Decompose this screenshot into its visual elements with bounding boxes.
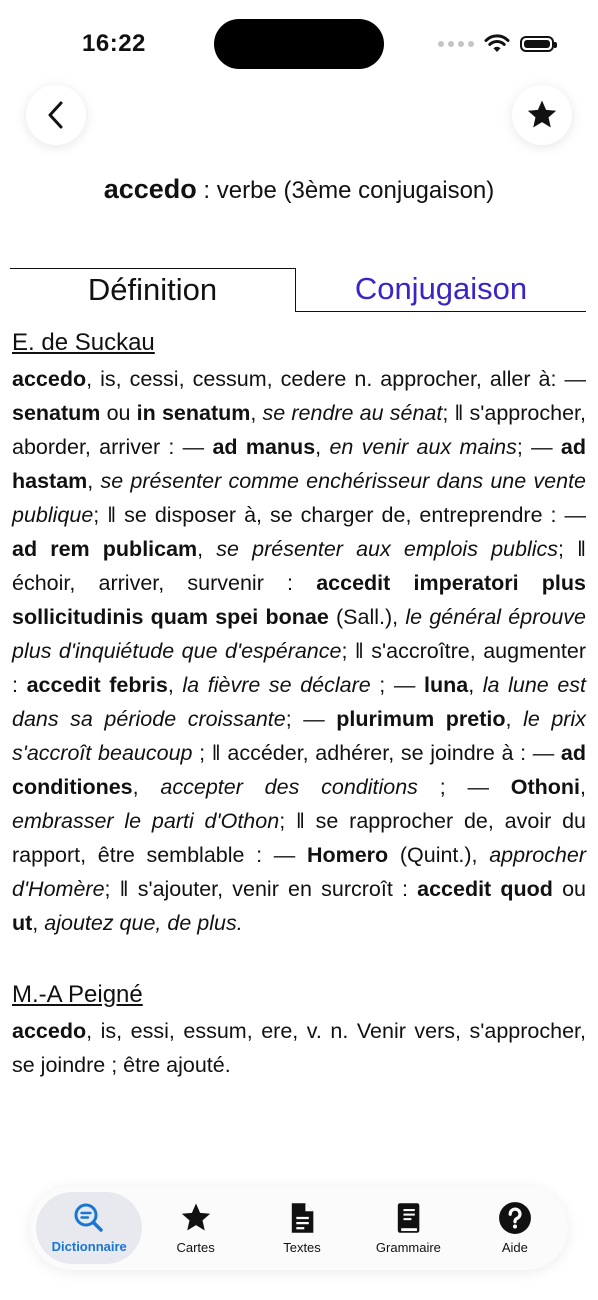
latin-term: accedit quod xyxy=(417,877,553,901)
definition-run: ou xyxy=(100,401,137,425)
tab-label: Aide xyxy=(501,1240,528,1255)
latin-term: ad hastam xyxy=(12,435,587,493)
star-icon xyxy=(179,1201,213,1235)
latin-term: ad conditiones xyxy=(12,741,586,799)
definition-run: (Sall.), xyxy=(328,605,406,629)
cellular-signal-icon xyxy=(438,41,474,47)
favorite-button[interactable] xyxy=(512,85,572,145)
word-separator: : xyxy=(196,177,217,204)
definition-content xyxy=(12,326,586,1082)
tab-label: Cartes xyxy=(176,1240,215,1255)
star-icon xyxy=(525,98,559,132)
definition-run: , is, essi, essum, ere, v. n. Venir vers, s'approcher, se joindre ; être ajouté. xyxy=(12,1019,586,1077)
definition-run: , xyxy=(132,775,161,799)
definition-run: ; ǁ accéder, adhérer, se joindre à : — xyxy=(192,741,561,765)
translation: ajoutez que, de plus. xyxy=(44,911,243,935)
definition-run: , xyxy=(505,707,524,731)
dynamic-island xyxy=(214,19,384,69)
translation: se rendre au sénat xyxy=(262,401,443,425)
definition-source: M.-A Peigné xyxy=(12,981,143,1008)
translation: le général éprouve plus d'inquiétude que d'espérance xyxy=(12,605,586,663)
definition-run: ; ǁ s'ajouter, venir en surcroît : xyxy=(104,877,418,901)
latin-term: in senatum xyxy=(136,401,251,425)
definition-text xyxy=(12,1014,586,1082)
status-indicators xyxy=(438,34,554,54)
definition-run: , xyxy=(32,911,45,935)
latin-term: Othoni xyxy=(510,775,581,799)
latin-term: accedit imperatori plus sollicitudinis quam spei bonae xyxy=(12,571,586,629)
status-time: 16:22 xyxy=(82,30,146,57)
translation: la fièvre se déclare xyxy=(182,673,371,697)
tab-label: Dictionnaire xyxy=(51,1239,127,1254)
latin-term: accedo xyxy=(12,367,87,391)
definition-run: ou xyxy=(552,877,587,901)
document-icon xyxy=(287,1201,317,1235)
definition-run: , xyxy=(468,673,483,697)
translation: en venir aux mains xyxy=(329,435,517,459)
latin-term: plurimum pretio xyxy=(336,707,506,731)
bottom-tab-bar xyxy=(30,1186,568,1270)
wifi-icon xyxy=(484,34,510,54)
definition-run: , xyxy=(250,401,263,425)
tab-texts[interactable] xyxy=(249,1192,355,1264)
definition-run: ; — xyxy=(417,775,511,799)
definition-run: ; ǁ se disposer à, se charger de, entreprendre : — xyxy=(93,503,586,527)
tab-label: Grammaire xyxy=(375,1240,441,1255)
help-icon xyxy=(498,1201,532,1235)
definition-run: ; ǁ échoir, arriver, survenir : xyxy=(12,537,586,595)
latin-term: senatum xyxy=(12,401,101,425)
tab-cards[interactable] xyxy=(142,1192,248,1264)
translation: embrasser le parti d'Othon xyxy=(12,809,280,833)
search-text-icon xyxy=(73,1202,105,1234)
translation: se présenter aux emplois publics xyxy=(216,537,559,561)
definition-run: ; — xyxy=(516,435,561,459)
latin-term: accedit febris xyxy=(26,673,168,697)
translation: accepter des conditions xyxy=(160,775,418,799)
definition-run: , xyxy=(197,537,217,561)
definition-run: , is, cessi, cessum, cedere n. approcher, aller à: — xyxy=(86,367,586,391)
translation: la lune est dans sa période croissante xyxy=(12,673,587,731)
tab-dictionary[interactable] xyxy=(36,1192,142,1264)
definition-text xyxy=(12,362,586,940)
latin-term: accedo xyxy=(12,1019,87,1043)
definition-run: , xyxy=(87,469,101,493)
tab-conjugation[interactable]: Conjugaison xyxy=(296,268,586,312)
battery-icon xyxy=(520,36,554,52)
chevron-left-icon xyxy=(46,100,66,130)
back-button[interactable] xyxy=(26,85,86,145)
tab-help[interactable] xyxy=(462,1192,568,1264)
word-lemma: accedo xyxy=(103,174,197,204)
word-header xyxy=(0,174,598,205)
latin-term: ad rem publicam xyxy=(12,537,198,561)
book-icon xyxy=(393,1201,423,1235)
definition-run: (Quint.), xyxy=(388,843,490,867)
definition-run: ; ǁ s'accroître, augmenter : xyxy=(12,639,586,697)
definition-run: , xyxy=(315,435,330,459)
latin-term: luna xyxy=(423,673,469,697)
latin-term: ut xyxy=(12,911,33,935)
definition-source: E. de Suckau xyxy=(12,329,155,356)
latin-term: ad manus xyxy=(212,435,316,459)
tab-definition[interactable]: Définition xyxy=(10,268,296,312)
word-pos: verbe (3ème conjugaison) xyxy=(216,177,495,204)
definition-run: , xyxy=(167,673,183,697)
definition-run: , xyxy=(580,775,587,799)
definition-run: ; ǁ se rapprocher de, avoir du rapport, être semblable : — xyxy=(12,809,586,867)
latin-term: Homero xyxy=(306,843,389,867)
translation: le prix s'accroît beaucoup xyxy=(12,707,586,765)
tab-grammar[interactable] xyxy=(355,1192,461,1264)
definition-run: ; ǁ s'approcher, aborder, arriver : — xyxy=(12,401,586,459)
translation: approcher d'Homère xyxy=(12,843,587,901)
definition-run: ; — xyxy=(370,673,424,697)
translation: se présenter comme enchérisseur dans une vente publique xyxy=(12,469,586,527)
tab-label: Textes xyxy=(283,1240,321,1255)
definition-run: ; — xyxy=(285,707,337,731)
